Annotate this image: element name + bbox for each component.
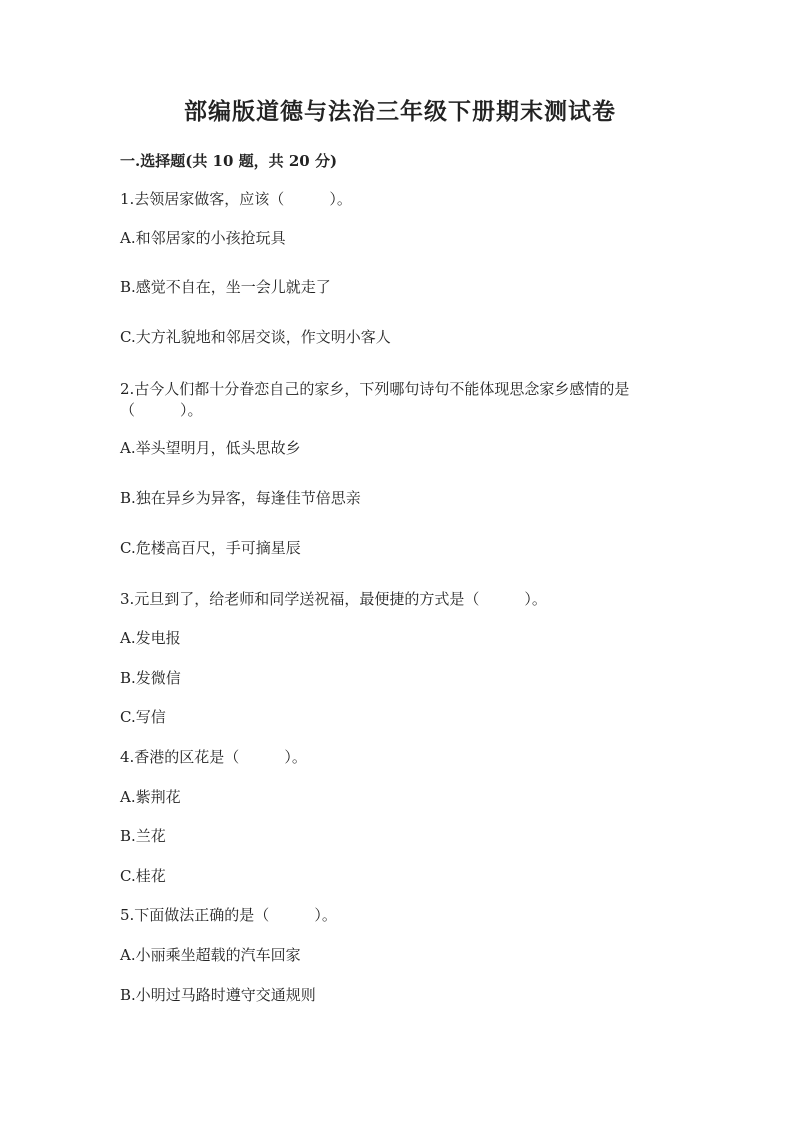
answer-option: A.发电报: [120, 629, 181, 647]
answer-option: B.独在异乡为异客，每逢佳节倍思亲: [120, 489, 361, 507]
answer-option: C.大方礼貌地和邻居交谈，作文明小客人: [120, 328, 391, 346]
answer-option: A.紫荆花: [120, 788, 181, 806]
answer-option: A.小丽乘坐超载的汽车回家: [120, 946, 301, 964]
answer-option: C.危楼高百尺，手可摘星辰: [120, 539, 301, 557]
question-stem: 1.去领居家做客，应该（ ）。: [120, 190, 352, 208]
question-stem: 3.元旦到了，给老师和同学送祝福，最便捷的方式是（ ）。: [120, 590, 547, 608]
page-title: 部编版道德与法治三年级下册期末测试卷: [184, 98, 616, 125]
answer-option: A.和邻居家的小孩抢玩具: [120, 229, 286, 247]
answer-option: A.举头望明月，低头思故乡: [120, 439, 301, 457]
question-stem: 4.香港的区花是（ ）。: [120, 748, 307, 766]
question-stem: 2.古今人们都十分眷恋自己的家乡，下列哪句诗句不能体现思念家乡感情的是: [120, 380, 630, 398]
question-stem-continued: （ ）。: [120, 401, 203, 419]
answer-option: B.小明过马路时遵守交通规则: [120, 986, 316, 1004]
answer-option: C.桂花: [120, 867, 166, 885]
answer-option: C.写信: [120, 708, 166, 726]
answer-option: B.感觉不自在，坐一会儿就走了: [120, 278, 331, 296]
answer-option: B.兰花: [120, 827, 166, 845]
question-stem: 5.下面做法正确的是（ ）。: [120, 906, 337, 924]
section-heading: 一.选择题(共 10 题，共 20 分): [120, 152, 338, 170]
answer-option: B.发微信: [120, 669, 181, 687]
